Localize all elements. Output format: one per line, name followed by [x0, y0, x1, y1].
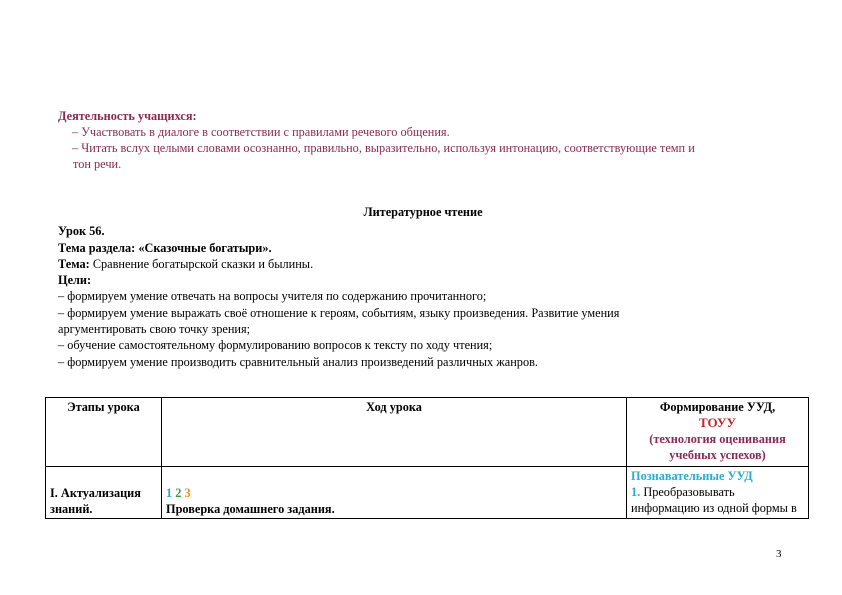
- lesson-plan-table: [45, 397, 809, 519]
- activity-item-2-continuation: тон речи.: [73, 157, 122, 171]
- activity-item-2: – Читать вслух целыми словами осознанно, правильно, выразительно, используя интонацию, соответствующие темп и: [72, 141, 695, 155]
- stage-line2: знаний.: [50, 502, 93, 516]
- course-cell: [162, 467, 627, 519]
- header-stages: Этапы урока: [46, 398, 162, 467]
- uud-text1: Преобразовывать: [643, 485, 735, 499]
- header-course: Ход урока: [162, 398, 627, 467]
- uud-text2: информацию из одной формы в: [631, 501, 797, 515]
- course-text: Проверка домашнего задания.: [166, 502, 335, 516]
- goal-2-continuation: аргументировать свою точку зрения;: [58, 322, 251, 337]
- header-uud-line3: (технология оценивания: [649, 432, 786, 446]
- theme-line: [58, 256, 788, 272]
- number-2: 2: [175, 486, 182, 500]
- stage-cell: [46, 467, 162, 519]
- theme-label: Тема:: [58, 256, 90, 271]
- goal-4: – формируем умение производить сравнительный анализ произведений различных жанров.: [58, 354, 538, 369]
- uud-line1: [631, 484, 804, 500]
- uud-title: Познавательные УУД: [631, 469, 753, 483]
- student-activity-block: [58, 108, 798, 172]
- stage-line1: I. Актуализация: [50, 486, 141, 500]
- section-label: Тема раздела:: [58, 240, 136, 255]
- subject-title: Литературное чтение: [363, 205, 483, 219]
- number-3: 3: [184, 486, 191, 500]
- goals-label: Цели:: [58, 273, 92, 288]
- uud-number: 1.: [631, 485, 641, 499]
- lesson-info-block: [58, 204, 788, 370]
- goal-2: – формируем умение выражать своё отношение к героям, событиям, языку произведения. Развитие умения: [58, 305, 620, 320]
- header-uud-line1: Формирование УУД,: [659, 400, 776, 414]
- theme-value: Сравнение богатырской сказки и былины.: [92, 256, 314, 271]
- number-1: 1: [166, 486, 173, 500]
- goal-3: – обучение самостоятельному формулированию вопросов к тексту по ходу чтения;: [58, 338, 493, 353]
- assessment-numbers: [166, 485, 622, 501]
- page-number: 3: [776, 548, 782, 560]
- goal-1: – формируем умение отвечать на вопросы учителя по содержанию прочитанного;: [58, 289, 487, 304]
- table-header-row: [46, 398, 809, 467]
- section-value: «Сказочные богатыри».: [138, 240, 272, 255]
- section-line: [58, 240, 788, 256]
- activity-heading: Деятельность учащихся:: [58, 109, 197, 123]
- header-uud: [627, 398, 809, 467]
- activity-item-1: – Участвовать в диалоге в соответствии с правилами речевого общения.: [72, 125, 450, 139]
- header-touu: ТОУУ: [699, 415, 736, 430]
- lesson-number: Урок 56.: [58, 224, 105, 239]
- table-row: [46, 467, 809, 519]
- header-uud-line4: учебных успехов): [669, 448, 766, 462]
- uud-cell: [627, 467, 809, 519]
